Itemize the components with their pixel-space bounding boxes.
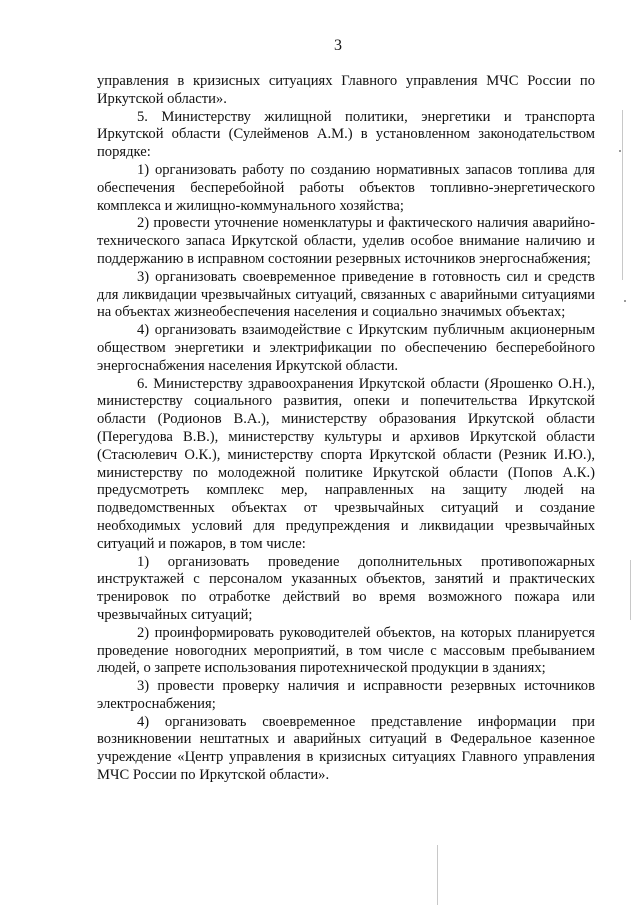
scan-artifact-dot <box>624 300 626 302</box>
scan-artifact-dot <box>619 150 621 152</box>
document-body <box>97 73 595 785</box>
paragraph-item-5-1: 1) организовать работу по созданию нормативных запасов топлива для обеспечения бесперебойной работы объектов топливно-энергетического комплекса и жилищно-коммунального хозяйства; <box>97 161 595 214</box>
paragraph-item-5-3: 3) организовать своевременное приведение в готовность сил и средств для ликвидации чрезвычайных ситуаций, связанных с аварийными ситуациями на объектах жизнеобеспечения населения и социально значимых объектах; <box>97 268 595 321</box>
paragraph-item-6-3: 3) провести проверку наличия и исправности резервных источников электроснабжения; <box>97 678 595 712</box>
paragraph-item-6-2: 2) проинформировать руководителей объектов, на которых планируется проведение новогодних мероприятий, в том числе с массовым пребыванием людей, о запрете использования пиротехнической продукции в зданиях; <box>97 624 595 677</box>
scan-artifact-line <box>437 845 438 905</box>
paragraph-continuation: управления в кризисных ситуациях Главного управления МЧС России по Иркутской области». <box>97 73 595 107</box>
paragraph-item-5: 5. Министерству жилищной политики, энергетики и транспорта Иркутской области (Сулейменов А.М.) в установленном законодательством порядке: <box>97 108 595 161</box>
paragraph-item-6-1: 1) организовать проведение дополнительных противопожарных инструктажей с персоналом указанных объектов, занятий и практических тренировок по отработке действий во время возможного пожара или чрезвычайных ситуаций; <box>97 553 595 623</box>
scan-artifact-line <box>630 560 631 620</box>
paragraph-item-5-2: 2) провести уточнение номенклатуры и фактического наличия аварийно-технического запаса Иркутской области, уделив особое внимание наличию и поддержанию в исправном состоянии резервных источников энергоснабжения; <box>97 215 595 267</box>
paragraph-item-6-4: 4) организовать своевременное представление информации при возникновении нештатных и аварийных ситуаций в Федеральное казенное учреждение «Центр управления в кризисных ситуациях Главного управления МЧС России по Иркутской области». <box>97 713 595 784</box>
paragraph-item-6: 6. Министерству здравоохранения Иркутской области (Ярошенко О.Н.), министерству социального развития, опеки и попечительства Иркутской области (Родионов В.А.), министерству образования Иркутской области (Перегудова В.В.), министерству культуры и архивов Иркутской области (Стасюлевич О.К.), министерству спорта Иркутской области (Резник И.Ю.), министерству по молодежной политике Иркутской области (Попов А.К.) предусмотреть комплекс мер, направленных на защиту людей на подведомственных объектах от чрезвычайных ситуаций и создание необходимых условий для предупреждения и ликвидации чрезвычайных ситуаций и пожаров, в том числе: <box>97 375 595 552</box>
page-number: 3 <box>334 37 342 54</box>
paragraph-item-5-4: 4) организовать взаимодействие с Иркутским публичным акционерным обществом энергетики и электрификации по обеспечению бесперебойного энергоснабжения населения Иркутской области. <box>97 322 595 374</box>
scan-artifact-line <box>622 110 623 280</box>
